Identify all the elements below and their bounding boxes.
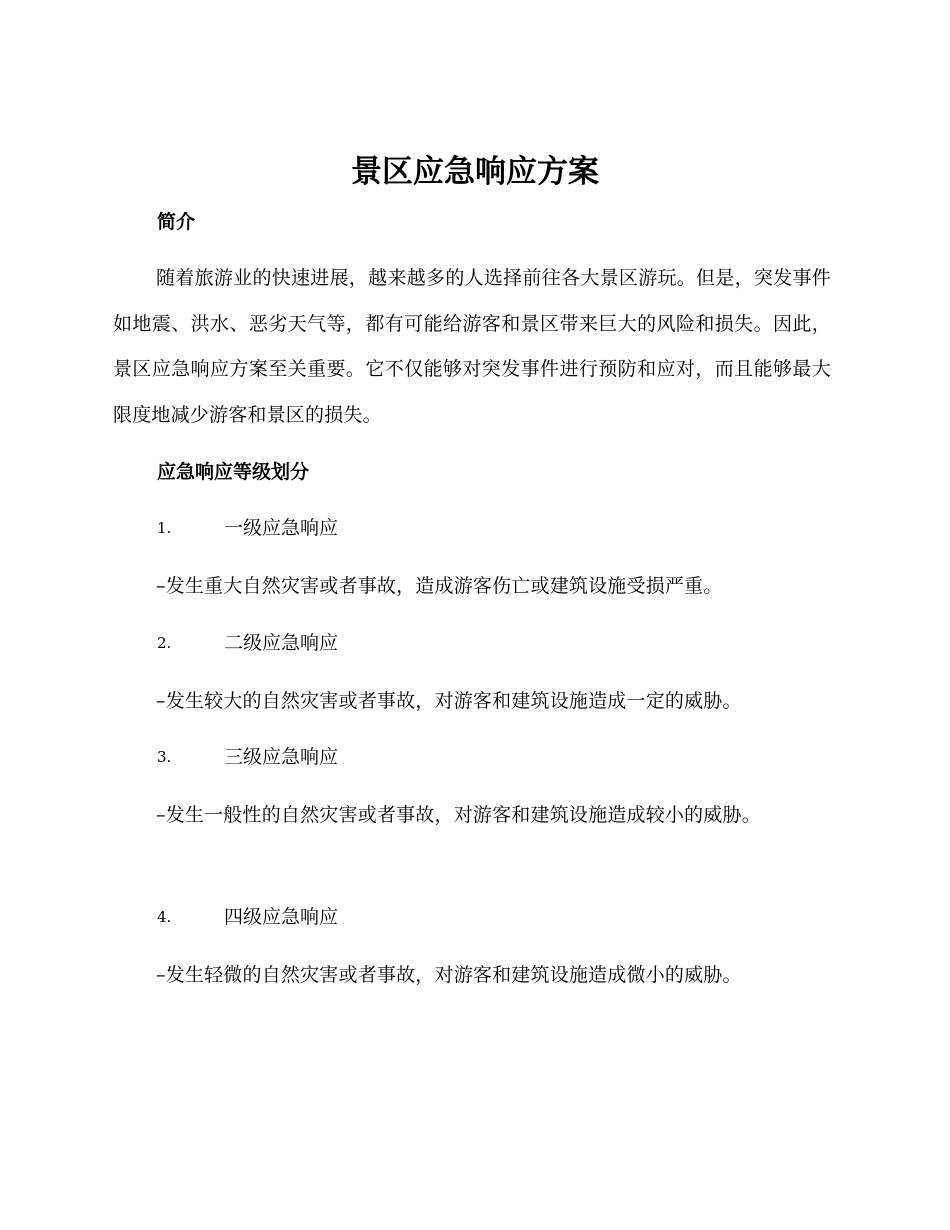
level-1-description: –发生重大自然灾害或者事故，造成游客伤亡或建筑设施受损严重。	[156, 575, 723, 597]
list-number: 2.	[157, 634, 172, 652]
list-number: 3.	[157, 748, 172, 766]
document-title: 景区应急响应方案	[351, 154, 599, 190]
list-number: 4.	[157, 908, 172, 926]
list-number: 1.	[157, 519, 172, 537]
intro-paragraph: 随着旅游业的快速进展，越来越多的人选择前往各大景区游玩。但是，突发事件如地震、洪水、恶劣天气等，都有可能给游客和景区带来巨大的风险和损失。因此，景区应急响应方案至关重要。它不仅能够对突发事件进行预防和应对，而且能够最大限度地减少游客和景区的损失。	[113, 267, 831, 426]
list-item-label: 一级应急响应	[224, 517, 339, 539]
level-3-description: –发生一般性的自然灾害或者事故，对游客和建筑设施造成较小的威胁。	[156, 804, 761, 826]
list-item-label: 三级应急响应	[224, 746, 339, 768]
list-item-label: 二级应急响应	[224, 632, 339, 654]
level-2-description: –发生较大的自然灾害或者事故，对游客和建筑设施造成一定的威胁。	[156, 690, 742, 712]
levels-heading: 应急响应等级划分	[157, 461, 310, 483]
intro-heading: 简介	[157, 211, 196, 233]
level-4-description: –发生轻微的自然灾害或者事故，对游客和建筑设施造成微小的威胁。	[156, 964, 742, 986]
list-item-label: 四级应急响应	[224, 906, 339, 928]
